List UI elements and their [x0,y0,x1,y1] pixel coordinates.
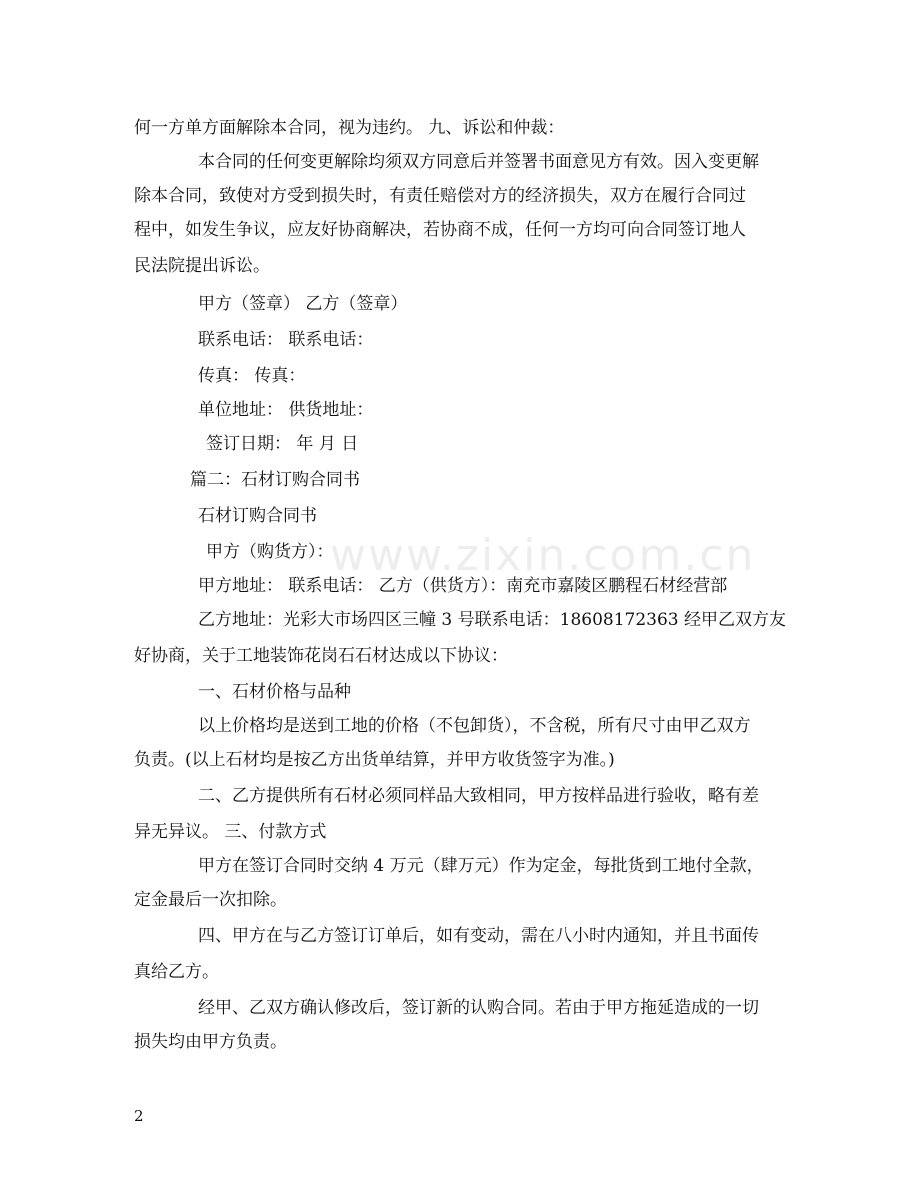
text-line: 甲方在签订合同时交纳 4 万元（肆万元）作为定金，每批货到工地付全款， [198,856,764,876]
text-line: 定金最后一次扣除。 [134,890,287,910]
text-line: 异无异议。 三、付款方式 [134,822,327,842]
text-line: 本合同的任何变更解除均须双方同意后并签署书面意见方有效。因入变更解 [198,152,759,172]
text-line: 二、乙方提供所有石材必须同样品大致相同，甲方按样品进行验收，略有差 [198,786,759,806]
contract-title: 石材订购合同书 [198,506,317,526]
signature-line: 甲方（签章） 乙方（签章） [198,294,408,314]
address-line: 单位地址： 供货地址： [198,400,374,420]
text-line: 除本合同，致使对方受到损失时，有责任赔偿对方的经济损失，双方在履行合同过 [134,186,746,206]
text-line: 真给乙方。 [134,962,219,982]
text-line: 民法院提出诉讼。 [134,256,270,276]
text-line: 何一方单方面解除本合同，视为违约。 九、诉讼和仲裁： [134,118,565,138]
fax-line: 传真： 传真： [198,366,306,386]
text-line: 经甲、乙双方确认修改后，签订新的认购合同。若由于甲方拖延造成的一切 [198,998,759,1018]
text-line: 乙方地址：光彩大市场四区三幢 3 号联系电话：18608172363 经甲乙双方友 [198,610,787,630]
text-line: 好协商，关于工地装饰花岗石石材达成以下协议： [134,646,508,666]
text-line: 以上价格均是送到工地的价格（不包卸货），不含税，所有尺寸由甲乙双方 [198,716,751,736]
section-title: 篇二：石材订购合同书 [190,470,360,490]
text-line: 程中，如发生争议，应友好协商解决，若协商不成，任何一方均可向合同签订地人 [134,220,746,240]
text-line: 负责。(以上石材均是按乙方出货单结算，并甲方收货签字为准。) [134,750,615,770]
text-line: 甲方地址： 联系电话： 乙方（供货方）：南充市嘉陵区鹏程石材经营部 [198,576,728,596]
page-number: 2 [134,1107,144,1125]
watermark: www.zixin.com.cn [330,530,756,581]
text-line: 四、甲方在与乙方签订订单后，如有变动，需在八小时内通知，并且书面传 [198,926,759,946]
text-line: 甲方（购货方）： [206,542,334,562]
sign-date-line: 签订日期： 年 月 日 [206,434,359,454]
contact-phone-line: 联系电话： 联系电话： [198,330,374,350]
text-line: 损失均由甲方负责。 [134,1032,287,1052]
clause-heading: 一、石材价格与品种 [198,682,351,702]
